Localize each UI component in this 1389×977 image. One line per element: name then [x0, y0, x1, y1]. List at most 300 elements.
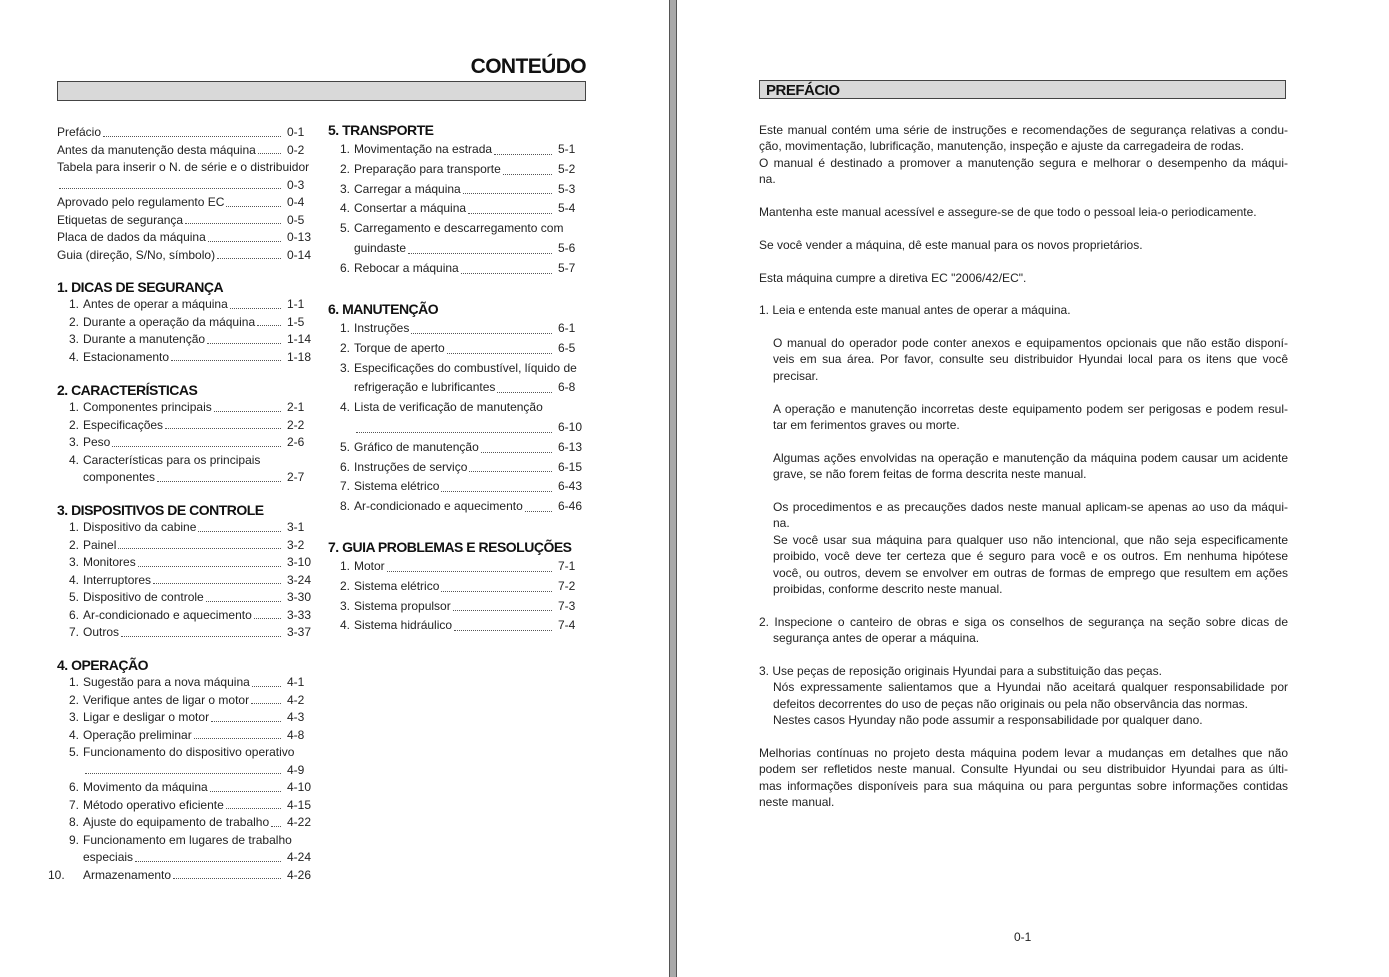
toc-entry-text: Dispositivo da cabine — [83, 520, 197, 534]
dot-leader — [171, 360, 281, 361]
toc-entry[interactable] — [57, 124, 313, 142]
toc-entry[interactable] — [328, 180, 584, 200]
toc-section — [57, 382, 313, 487]
toc-entry[interactable] — [57, 814, 313, 832]
toc-entry-number: 2. — [68, 314, 79, 329]
toc-entry-page: 2-1 — [287, 400, 305, 414]
toc-entry-number: 3. — [339, 360, 350, 375]
dot-leader — [217, 258, 281, 259]
toc-entry[interactable] — [57, 417, 313, 435]
toc-entry[interactable] — [57, 212, 313, 230]
toc-entry-line — [57, 727, 313, 745]
toc-entry-text: Ar-condicionado e aquecimento — [83, 607, 252, 622]
toc-entry-line — [57, 744, 313, 762]
toc-entry[interactable] — [328, 339, 584, 359]
dot-leader — [118, 548, 281, 549]
toc-entry-page: 4-26 — [287, 867, 312, 882]
dot-leader — [208, 241, 281, 242]
toc-entry-text: Consertar a máquina — [354, 201, 467, 216]
toc-entry-line — [57, 779, 313, 797]
toc-entry[interactable] — [328, 497, 584, 517]
toc-entry-line — [328, 259, 584, 279]
toc-entry-text: Antes de operar a máquina — [83, 297, 228, 311]
toc-entry[interactable] — [57, 709, 313, 727]
toc-entry-text: Instruções — [354, 321, 410, 335]
toc-entry[interactable] — [48, 867, 313, 885]
toc-entry[interactable] — [57, 624, 313, 642]
toc-entry[interactable] — [57, 572, 313, 590]
dot-leader — [226, 808, 281, 809]
dot-leader — [211, 721, 281, 722]
section-title: PREFÁCIO — [759, 80, 1286, 99]
preface-line: na. — [759, 172, 776, 187]
toc-entry-text: Carregar a máquina — [354, 181, 461, 196]
toc-entry-number: 1. — [68, 675, 79, 689]
dot-leader — [441, 491, 552, 492]
toc-entry-number: 1. — [339, 321, 350, 335]
toc-entry-page: 5-1 — [558, 142, 576, 156]
toc-entry-number: 3. — [68, 332, 79, 346]
toc-entry-line — [328, 199, 584, 219]
title-rule-box — [57, 81, 586, 101]
toc-section-heading: 7. GUIA PROBLEMAS E RESOLUÇÕES — [328, 539, 572, 555]
toc-entry[interactable] — [57, 832, 313, 867]
preface-line: precisar. — [773, 368, 819, 383]
preface-line: 1. Leia e entenda este manual antes de operar a máquina. — [759, 303, 1071, 318]
toc-entry-text: Torque de aperto — [354, 340, 445, 355]
toc-entry-page: 7-3 — [558, 598, 576, 613]
toc-entry-number: 3. — [68, 435, 79, 449]
toc-entry[interactable] — [328, 577, 584, 597]
toc-entry-number: 3. — [339, 181, 350, 196]
toc-entry[interactable] — [57, 296, 313, 314]
toc-section — [57, 279, 313, 366]
preface-paragraph — [759, 204, 1288, 220]
toc-entry-page: 2-6 — [287, 435, 305, 449]
toc-section — [57, 124, 313, 264]
preface-page — [677, 0, 1389, 977]
dot-leader — [481, 452, 552, 453]
toc-entry-line — [57, 554, 313, 572]
toc-entry-line — [328, 398, 584, 418]
toc-entry-line — [328, 339, 584, 359]
toc-entry-line — [57, 417, 313, 435]
toc-entry-page: 7-2 — [558, 578, 576, 593]
toc-entry-line — [57, 572, 313, 590]
dot-leader — [103, 136, 281, 137]
toc-entry-text: guindaste — [354, 240, 407, 255]
toc-entry[interactable] — [328, 458, 584, 478]
toc-entry-text: Estacionamento — [83, 349, 170, 364]
toc-entry-page: 3-37 — [287, 625, 312, 639]
toc-entry-page: 4-10 — [287, 780, 312, 794]
dot-leader — [494, 154, 552, 155]
preface-line: Nós expressamente salientamos que a Hyundai não aceitará qualquer responsabilidade por — [773, 680, 1288, 695]
toc-entry[interactable] — [328, 359, 584, 399]
toc-entry-page: 4-3 — [287, 710, 305, 724]
dot-leader — [254, 618, 281, 619]
toc-entry-number: 6. — [339, 459, 350, 474]
dot-leader — [59, 188, 281, 189]
toc-entry-page: 4-8 — [287, 727, 305, 742]
toc-entry[interactable] — [57, 452, 313, 487]
toc-entry[interactable] — [57, 519, 313, 537]
preface-paragraph — [759, 450, 1288, 483]
toc-entry-text: Painel — [83, 537, 117, 552]
toc-entry-number: 6. — [68, 607, 79, 622]
toc-entry[interactable] — [57, 399, 313, 417]
toc-entry[interactable] — [57, 229, 313, 247]
dot-leader — [230, 308, 281, 309]
toc-entry-line — [57, 624, 313, 642]
toc-entry-text: Ar-condicionado e aquecimento — [354, 499, 523, 514]
toc-entry-text: Outros — [83, 625, 120, 639]
toc-entry-number: 4. — [339, 201, 350, 216]
preface-line: você, ou outros, devem se envolver em outras de formas de emprego que resultem em ações — [773, 565, 1288, 580]
preface-line: Mantenha este manual acessível e assegure-se de que todo o pessoal leia-o periodicamente. — [759, 204, 1257, 219]
dot-leader — [461, 273, 552, 274]
toc-entry-page: 6-5 — [558, 340, 576, 355]
toc-entry-page: 1-5 — [287, 314, 305, 329]
dot-leader — [441, 591, 552, 592]
page-divider — [669, 0, 677, 977]
toc-entry-number: 5. — [339, 221, 350, 236]
dot-leader — [408, 253, 552, 254]
toc-entry-line — [57, 349, 313, 367]
toc-entry-text: Monitores — [83, 555, 136, 569]
toc-entry-number: 7. — [339, 479, 350, 494]
toc-entry[interactable] — [328, 219, 584, 259]
toc-entry-line — [57, 399, 313, 417]
toc-entry[interactable] — [328, 616, 584, 636]
preface-line: O manual do operador pode conter anexos e equipamentos opcionais que não estão disponí- — [773, 336, 1288, 351]
toc-entry[interactable] — [57, 349, 313, 367]
toc-entry-text: Componentes principais — [83, 400, 212, 414]
toc-entry-text: Sistema elétrico — [354, 479, 440, 494]
toc-entry-line — [328, 577, 584, 597]
preface-line: O manual é destinado a promover a manutenção segura e melhorar o desempenho da máqui- — [759, 155, 1288, 170]
preface-line: grave, se não forem feitas de forma descrita neste manual. — [773, 467, 1087, 482]
toc-entry[interactable] — [57, 797, 313, 815]
toc-entry-page: 5-6 — [558, 240, 576, 255]
preface-line: Melhorias contínuas no projeto desta máquina podem levar a mudanças em detalhes que não — [759, 745, 1288, 760]
toc-entry-line — [57, 709, 313, 727]
toc-entry-text: Durante a manutenção — [83, 332, 206, 346]
preface-line: Se você usar sua máquina para qualquer uso não intencional, que não seja especificamente — [773, 532, 1288, 547]
preface-line: na. — [773, 516, 790, 531]
dot-leader — [271, 826, 281, 827]
preface-line: mas informações disponíveis para sua máquina ou para perguntas sobre informações contidas — [759, 778, 1288, 793]
toc-entry[interactable] — [328, 199, 584, 219]
toc-entry-page: 1-1 — [287, 297, 305, 311]
toc-entry-text: Características para os principais — [83, 452, 261, 467]
toc-entry-page: 5-3 — [558, 181, 576, 196]
toc-entry-text: Guia (direção, S/No, símbolo) — [57, 247, 216, 262]
toc-entry-line — [328, 359, 584, 379]
toc-entry-line — [57, 331, 313, 349]
dot-leader — [214, 411, 281, 412]
toc-entry-page: 4-2 — [287, 692, 305, 707]
preface-paragraph — [759, 401, 1288, 434]
preface-line: ção, movimentação, lubrificação, manutenção, inspeção e ajuste da carregadeira de rodas. — [759, 139, 1244, 154]
toc-entry-text: Rebocar a máquina — [354, 260, 459, 275]
toc-entry-line — [57, 229, 313, 247]
toc-entry[interactable] — [57, 607, 313, 625]
toc-entry-line — [328, 239, 584, 259]
preface-body — [759, 122, 1288, 827]
preface-line: 3. Use peças de reposição originais Hyundai para a substituição das peças. — [759, 663, 1162, 678]
toc-entry-page: 7-1 — [558, 559, 576, 573]
toc-entry-text: Placa de dados da máquina — [57, 230, 206, 244]
dot-leader — [138, 566, 281, 567]
toc-entry[interactable] — [328, 597, 584, 617]
preface-paragraph — [759, 122, 1288, 188]
toc-entry-number: 2. — [339, 340, 350, 355]
toc-entry-number: 2. — [68, 692, 79, 707]
toc-entry-text: Sistema propulsor — [354, 598, 451, 613]
toc-entry-text: Funcionamento em lugares de trabalho — [83, 832, 292, 847]
toc-entry-page: 4-15 — [287, 797, 312, 812]
toc-entry-number: 7. — [68, 797, 79, 812]
dot-leader — [497, 392, 552, 393]
toc-entry[interactable] — [57, 727, 313, 745]
preface-paragraph — [759, 270, 1288, 286]
toc-section-heading: 1. DICAS DE SEGURANÇA — [57, 279, 224, 295]
toc-section — [328, 300, 584, 517]
toc-entry-text: Peso — [83, 435, 111, 449]
dot-leader — [251, 703, 281, 704]
preface-paragraph — [759, 499, 1288, 597]
toc-entry-page: 4-1 — [287, 675, 305, 689]
dot-leader — [258, 153, 281, 154]
toc-entry-line — [57, 849, 313, 867]
dot-leader — [463, 193, 552, 194]
toc-entry-text: refrigeração e lubrificantes — [354, 380, 496, 395]
toc-entry[interactable] — [57, 142, 313, 160]
toc-entry-line — [57, 314, 313, 332]
page-number: 0-1 — [1014, 930, 1032, 944]
toc-entry[interactable] — [57, 674, 313, 692]
toc-entry[interactable] — [328, 160, 584, 180]
toc-entry-page: 3-33 — [287, 607, 312, 622]
toc-entry-line — [328, 557, 584, 577]
toc-entry-line — [57, 194, 313, 212]
dot-leader — [198, 531, 281, 532]
toc-entry-number: 5. — [68, 745, 79, 759]
toc-entry-number: 1. — [68, 297, 79, 311]
toc-entry-page: 6-1 — [558, 321, 576, 335]
toc-entry-page: 0-1 — [287, 125, 305, 139]
toc-entry-number: 2. — [339, 578, 350, 593]
preface-line: 2. Inspecione o canteiro de obras e siga os conselhos de segurança na seção sobre dicas de — [759, 614, 1288, 629]
toc-entry[interactable] — [328, 259, 584, 279]
preface-line: Este manual contém uma série de instruções e recomendações de segurança relativas a condu- — [759, 123, 1288, 137]
toc-entry-page: 3-1 — [287, 520, 305, 534]
dot-leader — [252, 686, 281, 687]
toc-entry-page: 6-15 — [558, 459, 583, 474]
toc-entry-number: 3. — [339, 598, 350, 613]
indent-spacer — [328, 418, 354, 438]
toc-entry-page: 6-43 — [558, 479, 583, 494]
toc-entry[interactable] — [57, 744, 313, 779]
dot-leader — [387, 571, 552, 572]
toc-entry-page: 1-14 — [287, 332, 312, 346]
dot-leader — [468, 213, 552, 214]
toc-entry-page: 0-5 — [287, 212, 305, 227]
toc-entry-page: 5-2 — [558, 161, 576, 176]
toc-entry[interactable] — [328, 319, 584, 339]
preface-line: defeitos decorrentes do uso de peças não originais ou pela não observância das normas. — [773, 696, 1248, 711]
toc-entry-line — [57, 797, 313, 815]
toc-entry-text: Carregamento e descarregamento com — [354, 221, 564, 236]
toc-entry[interactable] — [328, 398, 584, 438]
dot-leader — [206, 601, 281, 602]
toc-entry-number: 2. — [68, 417, 79, 432]
toc-entry[interactable] — [328, 477, 584, 497]
toc-entry[interactable] — [57, 314, 313, 332]
toc-entry-line — [57, 142, 313, 160]
toc-entry-text: Lista de verificação de manutenção — [354, 400, 543, 415]
toc-entry-page: 0-4 — [287, 195, 305, 209]
toc-entry-line — [328, 497, 584, 517]
toc-entry-line — [328, 180, 584, 200]
toc-entry[interactable] — [57, 194, 313, 212]
toc-entry-line — [328, 616, 584, 636]
dot-leader — [469, 471, 552, 472]
toc-entry-line — [57, 212, 313, 230]
toc-entry-page: 2-2 — [287, 417, 305, 432]
dot-leader — [194, 738, 281, 739]
toc-entry-number: 1. — [68, 520, 79, 534]
dot-leader — [453, 610, 552, 611]
toc-entry-page: 3-30 — [287, 590, 312, 604]
toc-entry-line — [57, 469, 313, 487]
dot-leader — [411, 333, 552, 334]
toc-entry-text: Preparação para transporte — [354, 161, 501, 176]
indent-spacer — [328, 239, 354, 259]
toc-entry-page: 4-9 — [287, 762, 305, 777]
toc-entry-line — [57, 519, 313, 537]
toc-entry-number: 6. — [339, 260, 350, 275]
toc-entry-line — [328, 319, 584, 339]
preface-line: proibidas, conforme descrito neste manual. — [773, 581, 1003, 596]
toc-entry-line — [328, 219, 584, 239]
dot-leader — [356, 432, 552, 433]
toc-entry-number: 2. — [68, 537, 79, 552]
toc-entry-page: 6-46 — [558, 499, 583, 514]
toc-entry-page: 7-4 — [558, 618, 576, 633]
toc-entry[interactable] — [57, 331, 313, 349]
toc-entry-page: 5-4 — [558, 201, 576, 216]
toc-entry-number: 8. — [68, 815, 79, 829]
toc-entry-text: Movimentação na estrada — [354, 142, 493, 156]
toc-entry-number: 10. — [48, 867, 65, 882]
toc-entry-page: 4-24 — [287, 850, 312, 864]
toc-entry[interactable] — [57, 554, 313, 572]
toc-entry[interactable] — [328, 557, 584, 577]
toc-entry-line — [57, 814, 313, 832]
dot-leader — [454, 630, 552, 631]
dot-leader — [185, 223, 281, 224]
toc-entry-text: Prefácio — [57, 125, 102, 139]
toc-entry-page: 2-7 — [287, 470, 305, 484]
toc-entry-number: 2. — [339, 161, 350, 176]
toc-entry[interactable] — [57, 589, 313, 607]
toc-entry-line — [57, 674, 313, 692]
toc-entry-page: 6-10 — [558, 419, 583, 434]
toc-entry-line — [328, 438, 584, 458]
toc-entry-text: Método operativo eficiente — [83, 797, 224, 812]
dot-leader — [210, 791, 281, 792]
toc-entry-text: Gráfico de manutenção — [354, 439, 479, 454]
dot-leader — [153, 583, 281, 584]
toc-section-heading: 3. DISPOSITIVOS DE CONTROLE — [57, 502, 264, 518]
dot-leader — [173, 878, 281, 879]
toc-entry[interactable] — [57, 434, 313, 452]
toc-entry-number: 4. — [68, 452, 79, 467]
dot-leader — [447, 353, 552, 354]
preface-paragraph — [759, 614, 1288, 647]
toc-entry[interactable] — [328, 140, 584, 160]
toc-entry-number: 7. — [68, 625, 79, 639]
toc-entry-number: 9. — [68, 832, 79, 847]
toc-entry[interactable] — [328, 438, 584, 458]
toc-entry-text: Funcionamento do dispositivo operativo — [83, 745, 295, 759]
dot-leader — [85, 773, 281, 774]
toc-entry-page: 0-3 — [287, 177, 305, 192]
toc-entry-number: 3. — [68, 710, 79, 724]
preface-paragraph — [759, 237, 1288, 253]
toc-entry-page: 3-24 — [287, 572, 312, 587]
toc-entry-line — [57, 692, 313, 710]
toc-section — [328, 538, 584, 636]
toc-entry-page: 6-13 — [558, 439, 583, 454]
toc-entry-text: componentes — [83, 470, 156, 484]
toc-entry-page: 0-2 — [287, 142, 305, 157]
toc-entry-page: 0-13 — [287, 230, 312, 244]
toc-entry-text: especiais — [83, 850, 134, 864]
toc-entry-line — [57, 537, 313, 555]
dot-leader — [157, 481, 281, 482]
toc-entry-text: Sistema hidráulico — [354, 618, 453, 633]
preface-paragraph — [759, 745, 1288, 811]
toc-entry-text: Ligar e desligar o motor — [83, 710, 210, 724]
preface-paragraph — [759, 335, 1288, 384]
toc-entry[interactable] — [57, 247, 313, 265]
preface-line: Algumas ações envolvidas na operação e manutenção da máquina podem causar um acidente — [773, 450, 1288, 465]
preface-line: Se você vender a máquina, dê este manual para os novos proprietários. — [759, 237, 1143, 252]
toc-section-heading: 4. OPERAÇÃO — [57, 657, 148, 673]
preface-line: Os procedimentos e as precauções dados neste manual aplicam-se apenas ao uso da máqui- — [773, 499, 1288, 514]
toc-entry[interactable] — [57, 537, 313, 555]
indent-spacer — [57, 849, 83, 867]
dot-leader — [525, 511, 552, 512]
toc-entry-line — [328, 458, 584, 478]
toc-entry-text: Etiquetas de segurança — [57, 212, 184, 227]
toc-entry[interactable] — [57, 159, 313, 194]
toc-entry[interactable] — [57, 692, 313, 710]
toc-entry-text: Aprovado pelo regulamento EC — [57, 195, 225, 209]
toc-entry-line — [328, 477, 584, 497]
dot-leader — [135, 861, 281, 862]
dot-leader — [503, 174, 552, 175]
toc-entry-page: 3-10 — [287, 555, 312, 569]
toc-entry-line — [57, 607, 313, 625]
toc-entry[interactable] — [57, 779, 313, 797]
toc-entry-page: 4-22 — [287, 815, 312, 829]
toc-entry-line — [328, 140, 584, 160]
indent-spacer — [328, 378, 354, 398]
